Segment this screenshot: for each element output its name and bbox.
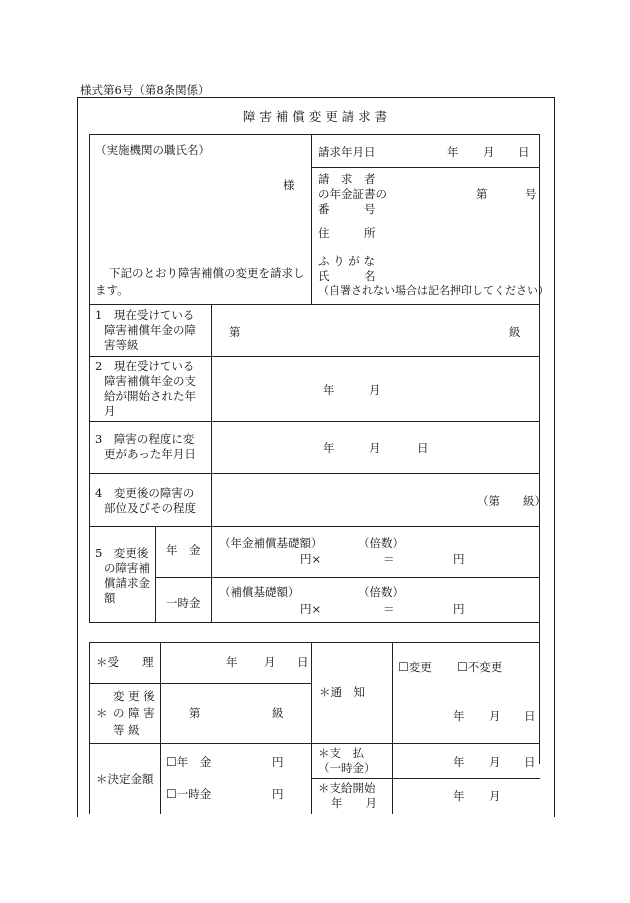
s4-grade: （第 級） — [477, 494, 546, 508]
institution-label: （実施機関の職氏名） — [95, 143, 210, 157]
furigana-label: ふ り が な — [318, 254, 375, 268]
receipt-label: ＊受 理 — [96, 655, 154, 669]
s5-pension-yen-x: 円× — [300, 552, 322, 566]
s5-mid-line — [155, 577, 540, 578]
name-label: 氏 名 — [318, 269, 376, 283]
s1-label-2: 障害補償年金の障 — [104, 323, 196, 337]
s1-dai: 第 — [229, 325, 241, 339]
change-option[interactable] — [398, 661, 432, 675]
s5-lump-base: （補償基礎額） — [219, 585, 300, 599]
start-month: 月 — [489, 789, 501, 803]
top-block-top — [89, 134, 540, 135]
s2-label-2: 障害補償年金の支 — [104, 374, 196, 388]
decided-lump-yen: 円 — [272, 787, 284, 801]
start-label-1: ＊支給開始 — [318, 781, 376, 795]
s3-label-1: 3 障害の程度に変 — [95, 432, 195, 446]
changed-grade-kyu: 級 — [272, 706, 284, 720]
s5-pension-equals: ＝ — [383, 552, 395, 566]
request-date-label: 請求年月日 — [318, 145, 376, 159]
request-date-year: 年 — [447, 145, 459, 159]
sama-label: 様 — [283, 178, 295, 192]
notice-day: 日 — [524, 709, 536, 723]
s2-label-3: 給が開始された年 — [104, 389, 196, 403]
s5-pension-yen: 円 — [453, 552, 465, 566]
no-change-option[interactable] — [457, 661, 502, 675]
office-block-left — [89, 642, 90, 814]
change-option-label: 変更 — [408, 660, 432, 674]
label-col-divider — [211, 304, 212, 526]
s5-lump-multiplier: （倍数） — [358, 585, 404, 599]
decided-amount-label: ＊決定金額 — [96, 772, 154, 786]
request-date-month: 月 — [483, 145, 495, 159]
s2-month: 月 — [369, 383, 381, 397]
s5-pension-label: 年 金 — [166, 543, 201, 557]
s5-lump-yen-x: 円× — [300, 602, 322, 616]
top-block-divider — [311, 134, 312, 304]
decided-pension-checkbox-icon[interactable]: ☐ — [166, 755, 177, 769]
office-payment-bottom — [311, 778, 540, 779]
main-table-left — [89, 304, 90, 622]
office-receipt-bottom — [89, 683, 311, 684]
s2-year: 年 — [323, 383, 335, 397]
notice-month: 月 — [489, 709, 501, 723]
claimant-label-2: の年金証書の — [318, 187, 387, 201]
changed-grade-star: ＊ — [96, 706, 108, 720]
s3-label-2: 更があった年月日 — [104, 447, 196, 461]
s4-label-2: 部位及びその程度 — [104, 501, 196, 515]
start-year: 年 — [453, 789, 465, 803]
s2-label-1: 2 現在受けている — [95, 359, 195, 373]
s5-lump-label: 一時金 — [166, 596, 201, 610]
frame-left — [77, 97, 78, 817]
payment-year: 年 — [453, 755, 465, 769]
claimant-label-1: 請 求 者 — [318, 172, 376, 186]
certificate-go: 号 — [525, 187, 537, 201]
s5-label-2: の障害補 — [104, 561, 150, 575]
decided-pension-yen: 円 — [272, 755, 284, 769]
s5-col-divider-2 — [211, 526, 212, 622]
s5-lump-yen: 円 — [453, 602, 465, 616]
office-col-divider-3 — [392, 642, 393, 814]
s5-lump-equals: ＝ — [383, 602, 395, 616]
s4-label-1: 4 変更後の障害の — [95, 486, 195, 500]
request-text-1: 下記のとおり障害補償の変更を請求し — [109, 266, 305, 280]
notice-year: 年 — [453, 709, 465, 723]
seal-note: （自署されない場合は記名押印してください） — [318, 284, 549, 297]
no-change-option-label: 不変更 — [467, 660, 503, 674]
office-col-divider-1 — [160, 642, 161, 814]
s2-label-4: 月 — [104, 404, 116, 418]
s1-label-3: 害等級 — [104, 338, 139, 352]
decided-lump-option[interactable] — [166, 788, 211, 802]
s3-month: 月 — [369, 441, 381, 455]
office-block-top — [89, 642, 540, 643]
office-col-divider-2 — [311, 642, 312, 814]
form-title: 障 害 補 償 変 更 請 求 書 — [242, 109, 388, 124]
decided-lump-checkbox-icon[interactable]: ☐ — [166, 787, 177, 801]
changed-grade-label-1: 変 更 後 — [113, 689, 155, 703]
frame-right — [554, 97, 555, 817]
payment-label-1: ＊支 払 — [318, 746, 364, 760]
changed-grade-label-2: の 障 害 — [113, 706, 155, 720]
row3-bottom — [89, 473, 540, 474]
start-label-2: 年 月 — [331, 796, 377, 810]
notice-label: ＊通 知 — [319, 685, 365, 699]
office-mid-line — [89, 743, 540, 744]
s1-label-1: 1 現在受けている — [95, 308, 195, 322]
s5-label-1: 5 変更後 — [95, 546, 149, 560]
request-date-day: 日 — [518, 145, 530, 159]
main-table-bottom — [89, 622, 540, 623]
payment-month: 月 — [489, 755, 501, 769]
payment-day: 日 — [524, 755, 536, 769]
certificate-dai: 第 — [476, 187, 488, 201]
receipt-day: 日 — [297, 655, 309, 669]
request-date-bottom — [311, 167, 539, 168]
form-number: 様式第6号（第8条関係） — [80, 83, 210, 97]
claimant-label-3: 番 号 — [318, 202, 376, 216]
payment-label-2: （一時金） — [318, 761, 376, 775]
top-block-left — [89, 134, 90, 304]
change-checkbox-icon[interactable]: ☐ — [398, 660, 409, 674]
s5-pension-multiplier: （倍数） — [358, 536, 404, 550]
row2-bottom — [89, 421, 540, 422]
s3-year: 年 — [323, 441, 335, 455]
receipt-month: 月 — [264, 655, 276, 669]
s5-label-4: 額 — [104, 591, 116, 605]
request-text-2: ます。 — [95, 283, 129, 297]
top-block-bottom — [89, 304, 540, 305]
s5-pension-base: （年金補償基礎額） — [219, 536, 323, 550]
decided-pension-label: 年 金 — [176, 755, 212, 769]
frame-top — [77, 97, 555, 98]
receipt-year: 年 — [226, 655, 238, 669]
changed-grade-dai: 第 — [189, 706, 201, 720]
address-label: 住 所 — [318, 226, 376, 240]
no-change-checkbox-icon[interactable]: ☐ — [457, 660, 468, 674]
decided-lump-label: 一時金 — [176, 787, 212, 801]
s1-kyu: 級 — [509, 325, 521, 339]
row4-bottom — [89, 526, 540, 527]
row1-bottom — [89, 356, 540, 357]
s3-day: 日 — [417, 441, 429, 455]
decided-pension-option[interactable] — [166, 756, 211, 770]
s5-col-divider-1 — [155, 526, 156, 622]
changed-grade-label-3: 等 級 — [113, 723, 140, 737]
s5-label-3: 償請求金 — [104, 576, 150, 590]
main-table-right — [539, 134, 540, 764]
